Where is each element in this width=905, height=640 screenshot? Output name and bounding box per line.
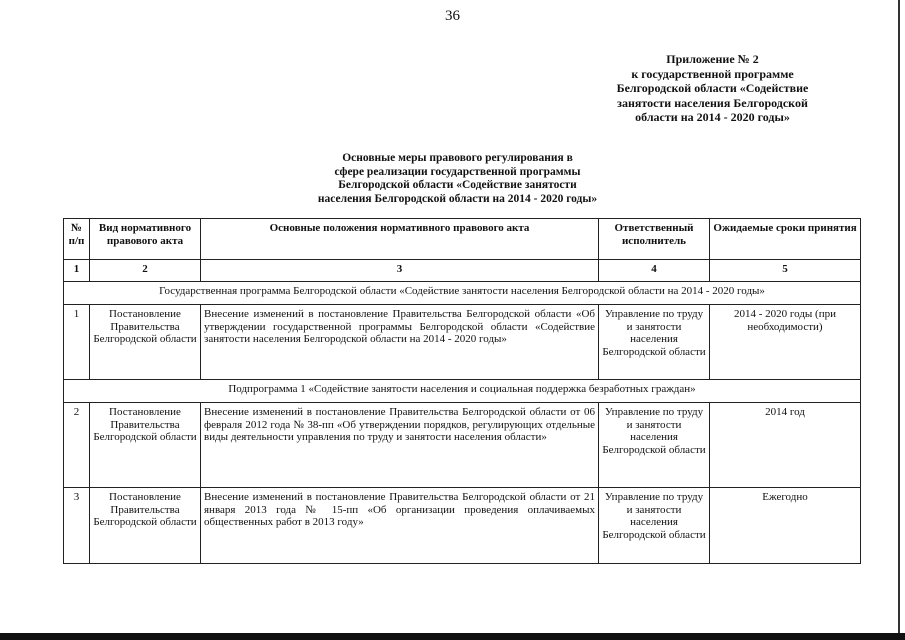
row-deadline: 2014 год [710, 403, 861, 488]
row-num: 3 [64, 488, 90, 564]
appendix-line: занятости населения Белгородской [617, 95, 808, 110]
subprogram-section-title: Подпрограмма 1 «Содействие занятости населения и социальная поддержка безработных граждан» [64, 380, 861, 403]
appendix-header [600, 52, 825, 125]
measures-table [63, 218, 861, 564]
subprogram-section-row [64, 380, 861, 403]
header-executor: Ответственный исполнитель [599, 219, 710, 260]
scan-bottom-edge [0, 633, 905, 640]
table-row [64, 488, 861, 564]
row-executor: Управление по труду и занятости населения Белгородской области [599, 488, 710, 564]
row-num: 2 [64, 403, 90, 488]
header-deadline: Ожидаемые сроки принятия [710, 219, 861, 260]
program-section-title: Государственная программа Белгородской области «Содействие занятости населения Белгородской области на 2014 - 2020 годы» [64, 282, 861, 305]
title-line: Основные меры правового регулирования в [342, 152, 573, 164]
row-act-type: Постановление Правительства Белгородской области [90, 488, 201, 564]
program-section-row [64, 282, 861, 305]
appendix-line: Белгородской области «Содействие [616, 81, 809, 95]
row-provisions: Внесение изменений в постановление Правительства Белгородской области от 06 февраля 2012 года № 38-пп «Об утверждении порядков, регулирующих отдельные виды деятельности управления по труду и занятости населения области» [201, 403, 599, 488]
appendix-line: Приложение № 2 [666, 52, 759, 66]
column-number: 1 [64, 260, 90, 282]
appendix-line: области на 2014 - 2020 годы» [635, 110, 790, 124]
title-line: сфере реализации государственной программы [334, 165, 581, 178]
column-number: 3 [201, 260, 599, 282]
row-act-type: Постановление Правительства Белгородской области [90, 305, 201, 380]
title-line: Белгородской области «Содействие занятости [338, 179, 577, 191]
column-number: 4 [599, 260, 710, 282]
title-line: населения Белгородской области на 2014 - 2020 годы» [317, 192, 598, 205]
table-row [64, 305, 861, 380]
table-row [64, 403, 861, 488]
column-number-row [64, 260, 861, 282]
row-deadline: Ежегодно [710, 488, 861, 564]
row-provisions: Внесение изменений в постановление Правительства Белгородской области от 21 января 2013 года № 15-пп «Об организации проведения оплачиваемых общественных работ в 2013 году» [201, 488, 599, 564]
header-act-type: Вид нормативного правового акта [90, 219, 201, 260]
header-provisions: Основные положения нормативного правового акта [201, 219, 599, 260]
row-deadline: 2014 - 2020 годы (при необходимости) [710, 305, 861, 380]
row-executor: Управление по труду и занятости населения Белгородской области [599, 403, 710, 488]
document-title [300, 152, 615, 206]
row-num: 1 [64, 305, 90, 380]
row-act-type: Постановление Правительства Белгородской области [90, 403, 201, 488]
table-header-row [64, 219, 861, 260]
column-number: 2 [90, 260, 201, 282]
scan-right-edge [898, 0, 900, 640]
column-number: 5 [710, 260, 861, 282]
row-provisions: Внесение изменений в постановление Правительства Белгородской области «Об утверждении государственной программы Белгородской области «Содействие занятости населения Белгородской области на 2014 - 2020 годы» [201, 305, 599, 380]
page-number: 36 [445, 8, 460, 24]
row-executor: Управление по труду и занятости населения Белгородской области [599, 305, 710, 380]
appendix-line: к государственной программе [631, 66, 794, 81]
header-num: № п/п [64, 219, 90, 260]
